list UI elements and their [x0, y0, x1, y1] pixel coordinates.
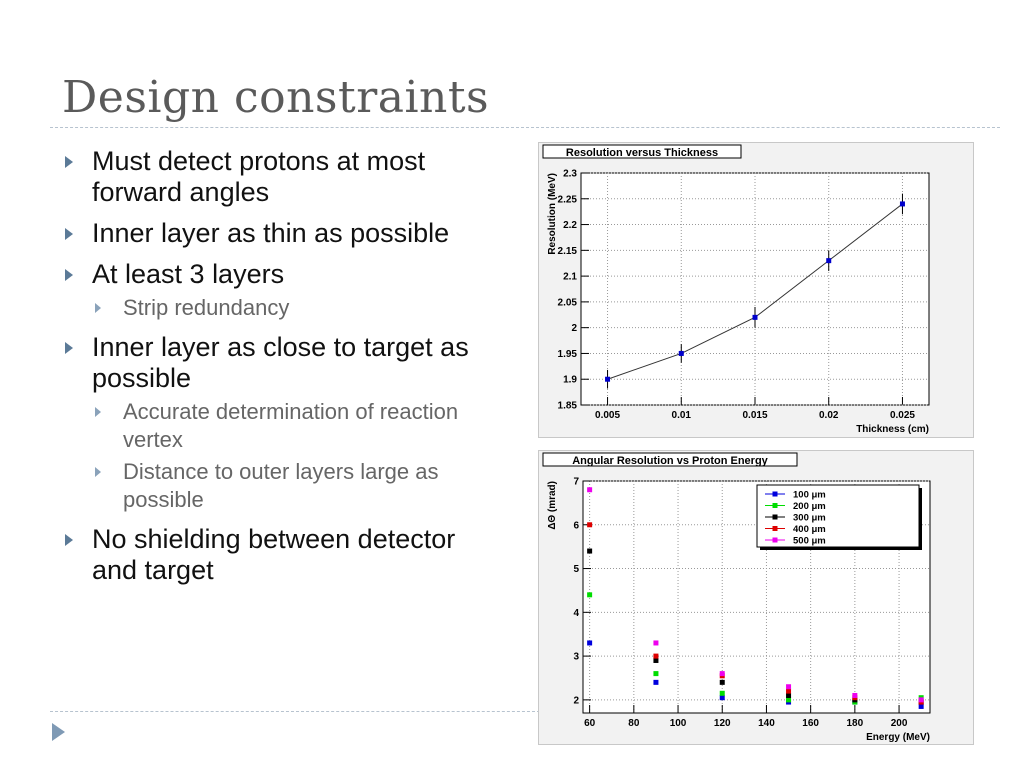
x-tick-label: 160 [802, 718, 819, 729]
data-point [720, 691, 725, 696]
y-axis-label: Resolution (MeV) [547, 173, 558, 255]
x-axis-label: Thickness (cm) [856, 424, 929, 435]
angular-resolution-plot [538, 450, 974, 745]
x-tick-label: 120 [713, 718, 731, 729]
data-point [653, 640, 658, 645]
y-tick-label: 2.2 [563, 220, 577, 232]
bullet-item: Inner layer as close to target as possible [62, 332, 502, 394]
legend-swatch [773, 526, 778, 531]
sub-bullet-item: Distance to outer layers large as possible [92, 458, 502, 514]
data-point [919, 704, 924, 709]
data-point [587, 522, 592, 527]
x-tick-label: 80 [628, 718, 640, 729]
bullet-item: Must detect protons at most forward angles [62, 146, 502, 208]
slide-corner-arrow-icon [52, 723, 65, 741]
data-point [587, 487, 592, 492]
y-tick-label: 2.15 [557, 245, 577, 257]
data-point [653, 654, 658, 659]
x-tick-label: 140 [758, 718, 775, 729]
y-tick-label: 6 [573, 520, 579, 532]
y-tick-label: 2.05 [557, 297, 577, 309]
y-tick-label: 1.85 [557, 400, 577, 412]
legend-label: 200 μm [793, 501, 826, 512]
data-point [786, 697, 791, 702]
y-tick-label: 2.3 [563, 168, 577, 180]
resolution-thickness-chart [539, 143, 973, 437]
y-tick-label: 2.1 [563, 271, 577, 283]
slide-title: Design constraints [62, 72, 490, 123]
data-point [653, 658, 658, 663]
x-tick-label: 0.01 [671, 410, 692, 421]
x-tick-label: 60 [584, 718, 596, 729]
x-tick-label: 180 [846, 718, 864, 729]
legend-label: 300 μm [793, 512, 826, 524]
legend-label: 400 μm [793, 524, 826, 535]
title-divider [50, 127, 1000, 128]
x-tick-label: 0.005 [595, 410, 621, 421]
data-point [786, 689, 791, 694]
footer-divider [50, 711, 540, 712]
data-point [653, 680, 658, 685]
x-tick-label: 100 [669, 718, 687, 729]
y-tick-label: 1.95 [557, 348, 577, 360]
data-point [900, 201, 905, 206]
chart-title: Resolution versus Thickness [565, 147, 719, 159]
data-point [826, 258, 831, 263]
legend-label: 100 μm [793, 489, 826, 501]
bullet-item: At least 3 layers [62, 259, 502, 290]
y-tick-label: 2 [571, 323, 577, 335]
data-point [720, 680, 725, 685]
y-tick-label: 5 [573, 564, 579, 576]
chart-title: Angular Resolution vs Proton Energy [572, 455, 768, 467]
data-point [852, 693, 857, 698]
legend-label: 500 μm [793, 535, 826, 547]
sub-bullet-item: Strip redundancy [92, 294, 502, 322]
legend-swatch [773, 492, 778, 497]
sub-bullet-item: Accurate determination of reaction vertex [92, 398, 502, 454]
data-point [919, 697, 924, 702]
y-tick-label: 2.25 [557, 194, 577, 206]
data-point [720, 695, 725, 700]
angular-resolution-chart [539, 451, 973, 744]
x-axis-label: Energy (MeV) [866, 732, 930, 743]
resolution-thickness-plot [538, 142, 974, 438]
y-tick-label: 2 [573, 695, 579, 707]
legend-swatch [773, 538, 778, 543]
data-point [587, 640, 592, 645]
data-point [587, 549, 592, 554]
bullet-item: Inner layer as thin as possible [62, 218, 502, 249]
data-point [605, 377, 610, 382]
legend-swatch [773, 503, 778, 508]
data-point [786, 693, 791, 698]
bullet-item: No shielding between detector and target [62, 524, 502, 586]
y-tick-label: 7 [573, 476, 579, 488]
y-tick-label: 1.9 [563, 374, 577, 386]
bullet-list [62, 146, 502, 596]
y-tick-label: 4 [573, 607, 579, 619]
data-point [679, 351, 684, 356]
x-tick-label: 0.02 [818, 410, 839, 421]
x-tick-label: 0.015 [742, 410, 768, 421]
y-tick-label: 3 [573, 651, 579, 663]
y-axis-label: ΔΘ (mrad) [547, 481, 558, 530]
data-point [720, 671, 725, 676]
data-point [653, 671, 658, 676]
data-point [587, 592, 592, 597]
x-tick-label: 0.025 [889, 410, 915, 421]
data-point [753, 315, 758, 320]
x-tick-label: 200 [890, 718, 908, 729]
data-point [786, 684, 791, 689]
legend-swatch [773, 515, 778, 520]
